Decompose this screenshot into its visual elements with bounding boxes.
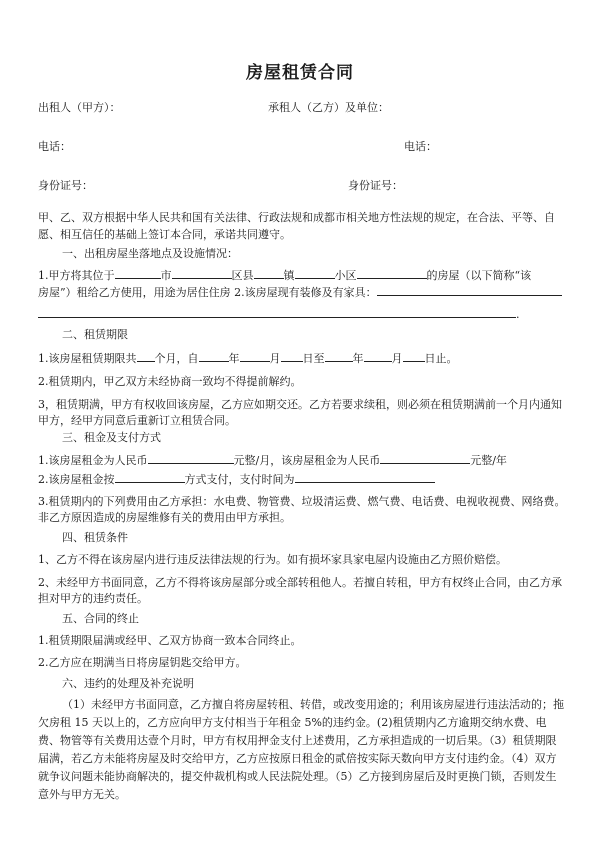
section-5-line-2: 2.乙方应在期满当日将房屋钥匙交给甲方。 <box>38 656 247 669</box>
id-b-label: 身份证号： <box>348 179 403 192</box>
phone-a-label: 电话： <box>38 140 71 153</box>
section-6-body: （1）未经甲方书面同意，乙方擅自将房屋转租、转借，或改变用途的；利用该房屋进行违法活动的；拖欠房租 15 天以上的，乙方应向甲方支付相当于年租金 5%的违约金。(2)租赁期内乙方逾期交纳水费、电费、物管等有关费用达壹个月时，甲方有权用押金支付上述费用，乙方承担造成的一切后果。（3）租赁期限届满，若乙方未能将房屋及时交给甲方，乙方应按原日租金的贰倍按实际天数向甲方支付违约金。（4）双方就争议问题未能协商解决的，提交仲裁机构或人民法院处理。（5）乙方接到房屋后及时更换门锁，否则发生意外与甲方无关。 <box>38 698 564 801</box>
section-2-heading: 二、租赁期限 <box>62 328 128 341</box>
section-1-line-1: 1.甲方将其位于 市 区县 镇 小区 的房屋（以下简称“该 <box>38 269 532 282</box>
section-5-heading: 五、合同的终止 <box>62 612 139 625</box>
section-1-line-2: 房屋”）租给乙方使用，用途为居住住房 2.该房屋现有装修及有家具： <box>38 284 570 300</box>
lessee-label: 承租人（乙方）及单位： <box>268 101 389 114</box>
section-3-line-1: 1.该房屋租金为人民币 元整/月，该房屋租金为人民币 元整/年 <box>38 454 507 467</box>
section-3-heading: 三、租金及支付方式 <box>62 431 161 444</box>
lessor-label: 出租人（甲方）： <box>38 101 121 114</box>
section-3-line-3: 3.租赁期内的下列费用由乙方承担：水电费、物管费、垃圾清运费、燃气费、电话费、电视收视费、网络费。 <box>38 495 566 508</box>
section-4-line-2: 2、未经甲方书面同意，乙方不得将该房屋部分或全部转租他人。若擅自转租，甲方有权终止合同，由乙方承 <box>38 576 562 589</box>
section-3-line-4: 非乙方原因造成的房屋维修有关的费用由甲方承担。 <box>38 511 291 524</box>
section-4-line-1: 1、乙方不得在该房屋内进行违反法律法规的行为。如有损坏家具家电屋内设施由乙方照价赔偿。 <box>38 553 507 566</box>
section-5-line-1: 1.租赁期限届满或经甲、乙双方协商一致本合同终止。 <box>38 634 302 647</box>
section-2-line-2: 2.租赁期内，甲乙双方未经协商一致均不得提前解约。 <box>38 375 302 388</box>
section-6-heading: 六、违约的处理及补充说明 <box>62 677 194 690</box>
section-1-line-3: . <box>38 306 570 322</box>
section-1-heading: 一、出租房屋坐落地点及设施情况： <box>62 247 238 260</box>
section-3-line-2: 2.该房屋租金按 方式支付，支付时间为 <box>38 471 570 487</box>
section-2-line-1: 1.该房屋租赁期限共 个月，自 年 月 日至 年 月 日止。 <box>38 352 458 365</box>
section-4-line-3: 担对甲方的违约责任。 <box>38 592 148 605</box>
page-title: 房屋租赁合同 <box>246 63 354 83</box>
phone-b-label: 电话： <box>404 140 437 153</box>
intro-paragraph: 甲、乙、双方根据中华人民共和国有关法律、行政法规和成都市相关地方性法规的规定，在合法、平等、自愿、相互信任的基础上签订本合同，承诺共同遵守。 <box>38 211 555 241</box>
section-2-line-3: 3，租赁期满，甲方有权收回该房屋，乙方应如期交还。乙方若要求续租，则必须在租赁期满前一个月内通知 <box>38 398 562 411</box>
id-a-label: 身份证号： <box>38 179 93 192</box>
section-2-line-4: 甲方，经甲方同意后重新订立租赁合同。 <box>38 414 236 427</box>
section-4-heading: 四、租赁条件 <box>62 531 128 544</box>
